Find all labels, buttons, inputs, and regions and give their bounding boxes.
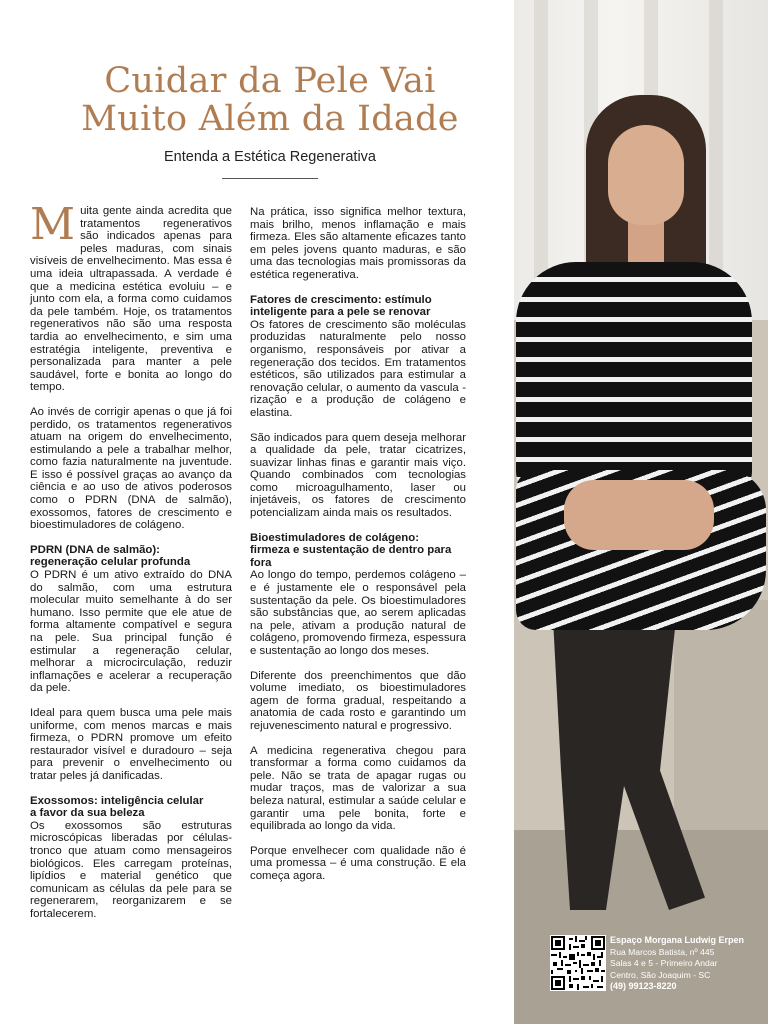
portrait-photo [514,0,768,1024]
title-line-2: Muito Além da Idade [81,99,459,139]
text-column-1 [30,199,232,932]
heading-line: Exossomos: inteligência celular [30,794,204,807]
drop-cap: M [30,199,76,250]
article-title [30,62,510,138]
floor [514,830,768,1024]
woman-face [608,125,684,225]
heading-line: a favor da sua beleza [30,807,145,820]
sofa-arm [674,600,768,830]
heading-line: inteligente para a pele se renovar [250,306,431,319]
title-divider [222,178,318,179]
paragraph: Ao invés de corrigir apenas o que já foi perdido, os tratamentos regenerativos atuam na origem do envelhecimento, estimulando a pele a trabalhar melhor, como fazia naturalmente na juventude. E isso é possível graças ao avanço da ciência e ao uso de ativos poderosos como o PDRN (DNA de salmão), exossomos, fatores de crescimento e bioestimuladores de colágeno. [30,405,232,532]
text-column-2 [250,206,466,895]
paragraph: São indicados para quem deseja melhorar a qualidade da pele, tratar cicatrizes, suavizar linhas finas e garantir mais viço. Quando combinados com tecnologias como microagulhamento, laser ou injetáveis, os fatores de crescimento potencializam ainda mais os resultados. [250,431,466,520]
intro-paragraph [30,199,232,394]
heading-line: Fatores de crescimento: estímulo [250,293,432,306]
heading-line: Bioestimuladores de colágeno: [250,531,419,544]
heading-line: PDRN (DNA de salmão): [30,543,160,556]
striped-top [516,262,752,492]
section-heading-bioestimuladores [250,532,466,570]
qr-code-icon[interactable] [550,935,606,991]
paragraph: A medicina regenerativa chegou para transformar a forma como cuidamos da pele. Não se trata de apagar rugas ou mudar traços, mas de valorizar a sua beleza natural, estimular a saúde celular e garantir uma pele bonita, forte e equilibrada ao longo da vida. [250,744,466,833]
title-line-1: Cuidar da Pele Vai [104,61,436,101]
section-heading-fatores [250,294,466,319]
heading-line: regeneração celular profunda [30,556,191,569]
phone-number[interactable]: (49) 99123-8220 [610,981,677,991]
qr-code-graphic [551,936,605,990]
section-heading-pdrn [30,544,232,569]
clinic-name: Espaço Morgana Ludwig Erpen [610,935,745,945]
woman-hands [564,480,714,550]
paragraph: Os fatores de crescimento são moléculas produzidas naturalmente pelo nosso organismo, responsáveis por ativar a regeneração dos tecidos. Em tratamentos estéticos, são utilizados para estimular a renovação celular, o aumento da vascula -rização e a produção de colágeno e elastina. [250,318,466,419]
address-line-2: Salas 4 e 5 - Primeiro Andar [610,958,718,968]
paragraph: O PDRN é um ativo extraído do DNA do salmão, com uma estrutura molecular muito semelhante à do ser humano. Isso permite que ele atue de forma altamente compatível e segura na pele. Sua principal função é estimular a regeneração celular, melhorar a microcirculação, reduzir inflamações e acelerar a recuperação da pele. [30,569,232,695]
paragraph: Diferente dos preenchimentos que dão volume imediato, os bioestimuladores agem de forma gradual, respeitando a anatomia de cada rosto e garantindo um rejuvenescimento natural e progressivo. [250,669,466,732]
paragraph: Os exossomos são estruturas microscópicas liberadas por células-tronco que atuam como mensageiros biológicos. Eles carregam proteínas, lipídios e material genético que comunicam as células da pele para se regenerarem, reorganizarem e se fortalecerem. [30,819,232,920]
heading-line: firmeza e sustentação de dentro para fora [250,544,452,569]
address-line-3: Centro, São Joaquim - SC [610,969,711,980]
paragraph: Porque envelhecer com qualidade não é uma promessa – é uma construção. E ela começa agora. [250,844,466,882]
address-line-1: Rua Marcos Batista, nº 445 [610,946,715,957]
paragraph: Na prática, isso significa melhor textura, mais brilho, menos inflamação e mais firmeza. Eles são altamente eficazes tanto em peles jovens quanto maduras, e são uma das tecnologias mais promissoras da estética regenerativa. [250,206,466,281]
section-heading-exossomos [30,795,232,820]
paragraph: Ideal para quem busca uma pele mais uniforme, com menos marcas e mais firmeza, o PDRN promove um efeito restaurador visível e duradouro – seja para prevenir o envelhecimento ou tratar peles já danificadas. [30,706,232,782]
contact-block [610,935,760,993]
paragraph: Ao longo do tempo, perdemos colágeno – e é justamente ele o responsável pela sustentação da pele. Os bioestimuladores são substâncias que, ao serem aplicadas na pele, ativam a produção natural de colágeno, promovendo firmeza, espessura e sustentação ao longo dos meses. [250,569,466,657]
article-subtitle: Entenda a Estética Regenerativa [164,149,376,165]
intro-text: uita gente ainda acredita que tratamentos regenerativos são indicados apenas para peles maduras, com sinais visíveis de envelhecimento. Mas essa é uma ideia ultrapassada. A verdade é que a medicina estética evoluiu – e junto com ela, a forma como cuidamos da pele também. Hoje, os tratamentos regenerativos não são uma resposta tardia ao envelhecimento, e sim uma estratégia inteligente, preventiva e personalizada para manter a pele saudável, forte e bonita ao longo do tempo. [30,205,232,394]
